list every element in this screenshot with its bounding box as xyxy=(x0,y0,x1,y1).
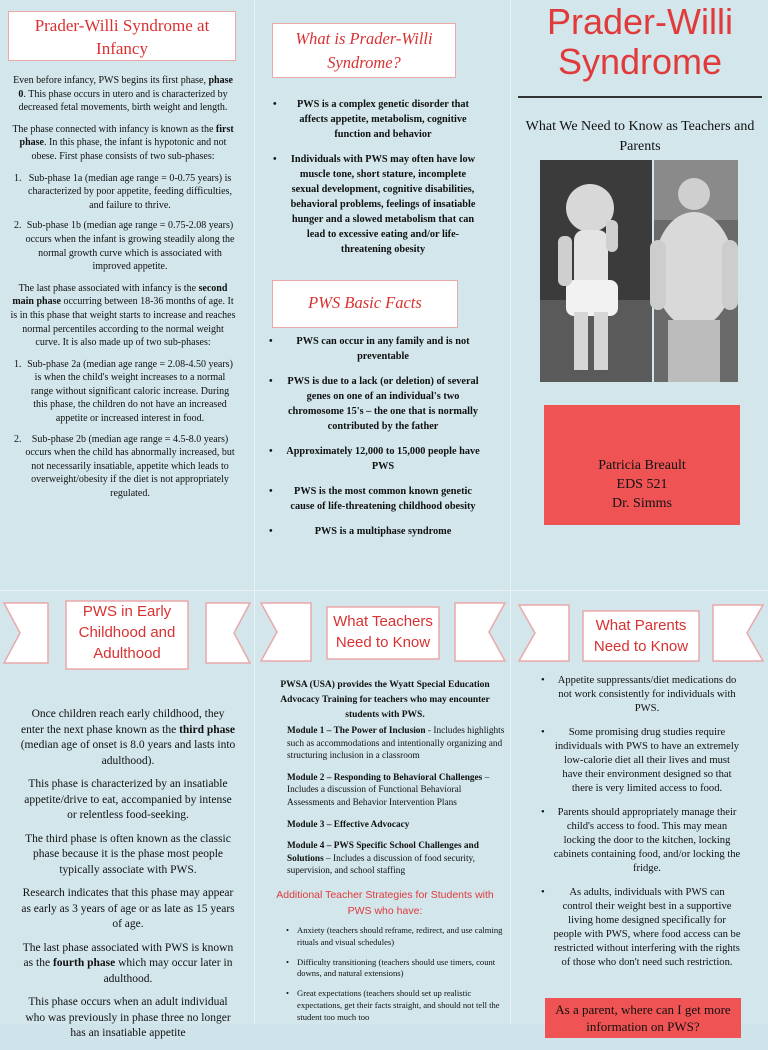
facts-panel xyxy=(255,0,510,590)
module-4: Module 4 – PWS Specific School Challenges and Solutions – Includes a discussion of food security, supervision, and school staffing xyxy=(287,841,479,877)
early-childhood-ribbon-label: PWS in Early Childhood and Adulthood xyxy=(78,603,176,662)
parents-panel xyxy=(511,591,768,1034)
course-code: EDS 521 xyxy=(616,477,668,492)
list-item: • As adults, individuals with PWS can control their weight best in a supportive living home designed specifically for people with PWS, where food access can be restricted without interfering with the rights of those who don't need such restriction. xyxy=(541,886,741,970)
fourth-phase-paragraph: The last phase associated with PWS is known as the fourth phase which may occur later in adulthood. xyxy=(22,941,234,985)
list-item: • Parents should appropriately manage their child's access to food. This may mean locking the door to the kitchen, locking cabinets containing food, and/or locking the fridge. xyxy=(541,806,741,876)
author-box xyxy=(544,405,740,525)
list-item: 2. Sub-phase 1b (median age range = 0.75-2.08 years) occurs when the infant is growing steadily along the normal growth curve which is associated with improved appetite. xyxy=(24,219,236,273)
list-item: • Some promising drug studies require individuals with PWS to have an extremely low-calorie diet all their lives and must have their environment designed so that there is very limited access to food. xyxy=(541,726,741,796)
cover-title-line1: Prader-Willi xyxy=(546,1,733,42)
basic-facts-title: PWS Basic Facts xyxy=(272,280,458,328)
wyatt-training-intro: PWSA (USA) provides the Wyatt Special Education Advocacy Training for teachers who may encounter students with PWS. xyxy=(280,680,490,720)
what-is-title: What is Prader-Willi Syndrome? xyxy=(272,23,456,78)
teachers-panel xyxy=(255,591,510,1024)
list-item: • Great expectations (teachers should set up realistic expectations, get their facts straight, and should not tell the student too much too xyxy=(297,988,505,1023)
list-item: 1. Sub-phase 2a (median age range = 2.08-4.50 years) is when the child's weight increases to a normal range without significant caloric increase. During this phase, the children do not have an increased appetite or increased interest in food. xyxy=(24,358,236,426)
list-item: • Appetite suppressants/diet medications do not work consistently for individuals with PWS. xyxy=(541,674,741,716)
list-item: 2. Sub-phase 2b (median age range = 4.5-8.0 years) occurs when the child has abnormally increased, but not necessarily insatiable, appetite which leads to overweight/obesity if the diet is not appropriately regulated. xyxy=(24,433,236,501)
title-underline xyxy=(518,96,762,98)
first-phase-list xyxy=(10,172,236,274)
module-2: Module 2 – Responding to Behavioral Challenges – Includes a discussion of Functional Behavioral Assessments and Behavior Intervention Plans xyxy=(287,772,490,808)
second-phase-list xyxy=(10,358,236,501)
phase0-paragraph: Even before infancy, PWS begins its first phase, phase 0. This phase occurs in utero and is characterized by decreased fetal movements, birth weight and length. xyxy=(13,75,233,114)
list-item: • Approximately 12,000 to 15,000 people have PWS xyxy=(269,444,485,474)
child-photo xyxy=(540,160,652,382)
author-name: Patricia Breault xyxy=(598,458,686,473)
basic-facts-list xyxy=(269,334,485,549)
third-phase-paragraph: Once children reach early childhood, they enter the next phase known as the third phase (median age of onset is 8.0 years and lasts into adulthood). xyxy=(20,708,236,767)
second-phase-paragraph: The last phase associated with infancy is the second main phase occurring between 18-36 months of age. It is in this phase that weight starts to increase and reaches normal percentiles according to the normal weight curve. It is also made up of two sub-phases: xyxy=(10,282,236,349)
teachers-text xyxy=(265,678,505,1032)
module-3: Module 3 – Effective Advocacy xyxy=(287,819,410,830)
list-item: • Anxiety (teachers should reframe, redirect, and use calming rituals and visual schedules) xyxy=(297,925,505,949)
list-item: • PWS can occur in any family and is not preventable xyxy=(269,334,485,364)
infancy-panel xyxy=(0,0,254,590)
cover-title xyxy=(512,2,768,82)
list-item: • PWS is a complex genetic disorder that affects appetite, metabolism, cognitive function and behavior xyxy=(273,97,481,142)
what-is-list xyxy=(273,97,481,267)
instructor-name: Dr. Simms xyxy=(612,496,672,511)
cover-subtitle: What We Need to Know as Teachers and Parents xyxy=(525,119,755,154)
cover-title-line2: Syndrome xyxy=(557,41,723,82)
early-childhood-panel xyxy=(0,591,254,1039)
list-item: • PWS is due to a lack (or deletion) of several genes on one of an individual's two chromosome 15's – the one that is normally contributed by the father xyxy=(269,374,485,434)
teachers-ribbon xyxy=(261,597,505,669)
early-childhood-text xyxy=(20,707,236,1050)
paragraph: Research indicates that this phase may appear as early as 3 years of age or as late as 15 years of age. xyxy=(21,887,235,930)
strategies-list xyxy=(265,925,505,1024)
list-item: • PWS is the most common known genetic cause of life-threatening childhood obesity xyxy=(269,484,485,514)
teachers-ribbon-label: What Teachers Need to Know xyxy=(333,613,433,651)
module-1: Module 1 – The Power of Inclusion - Includes highlights such as accommodations and intentionally organizing and structuring inclusion in a classroom xyxy=(287,726,505,762)
paragraph: This phase is characterized by an insatiable appetite/drive to eat, accompanied by intense or relentless food-seeking. xyxy=(24,778,232,821)
parents-ribbon xyxy=(519,597,763,669)
paragraph: The third phase is often known as the classic phase because it is the phase most people typically associate with PWS. xyxy=(25,832,231,876)
parents-ribbon-label: What Parents Need to Know xyxy=(593,617,689,655)
infancy-text xyxy=(10,74,236,509)
list-item: • Individuals with PWS may often have low muscle tone, short stature, incomplete sexual development, cognitive disabilities, behavioral problems, feelings of insatiable hunger and a slowed metabolism that can lead to excessive eating and/or life-threatening obesity xyxy=(273,152,481,257)
parents-list xyxy=(541,674,741,980)
paragraph: This phase occurs when an adult individual who was previously in phase three no longer has an insatiable appetite xyxy=(25,996,231,1039)
strategies-title: Additional Teacher Strategies for Students with PWS who have: xyxy=(276,888,494,917)
infancy-title: Prader-Willi Syndrome at Infancy xyxy=(8,11,236,61)
list-item: • Difficulty transitioning (teachers should use timers, count downs, and natural extensions) xyxy=(297,957,505,981)
list-item: 1. Sub-phase 1a (median age range = 0-0.75 years) is characterized by poor appetite, feeding difficulties, and failure to thrive. xyxy=(24,172,236,213)
parents-question-box: As a parent, where can I get more information on PWS? xyxy=(545,998,741,1038)
list-item: • PWS is a multiphase syndrome xyxy=(269,524,485,539)
early-childhood-ribbon xyxy=(4,597,250,673)
adult-photo xyxy=(654,160,738,382)
first-phase-paragraph: The phase connected with infancy is known as the first phase. In this phase, the infant is hypotonic and not obese. First phase consists of two sub-phases: xyxy=(12,123,234,162)
